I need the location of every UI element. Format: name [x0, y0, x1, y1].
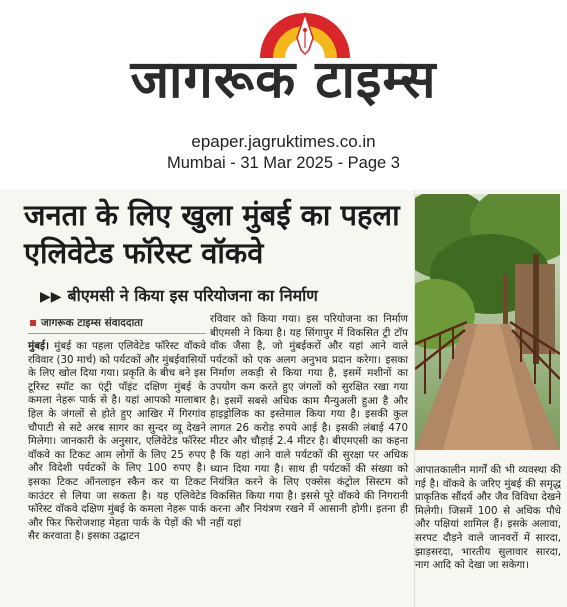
byline-marker-icon: [30, 320, 36, 326]
masthead: [0, 0, 567, 120]
article-column-3: [415, 464, 561, 573]
column-3-text: आपातकालीन मार्गों की भी व्यवस्था की गई है। वॉकवे के जरिए मुंबई की समृद्ध प्राकृतिक सौंदर्य और जैव विविधा देखने मिलेगी। जिसमें 100 से अधिक पौधे और पक्षियां शामिल हैं। इसके अलावा, सरपट दौड़ने वाले जानवरों में सारदा, झाड़सरदा, भारतीय सुलावार सारदा, नाग आदि को देखा जा सकेगा।: [415, 464, 561, 572]
news-article: [0, 190, 567, 607]
column-2-text: रविवार को किया गया। इस परियोजना का निर्माण बीएमसी ने किया है। यह सिंगापुर में विकसित ट्री टॉप वॉक जैसा है, जो मुंबईकरों और यहां आने वाले पर्यटकों को एक अलग अनुभव प्रदान करेगा। इसका निर्माण लकड़ी से किया गया है, इसमें मशीनों का उपयोग कम करते हुए जंगलों को सुरक्षित रखा गया है। इसमें सबसे अधिक काम मैन्युअली हुआ है और हाइड्रोलिक का इस्तेमाल किया गया है। इसकी कुल लागत 26 करोड़ रुपये आई है। इसकी लंबाई 470 मीटर और चौड़ाई 2.4 मीटर है। बीएमएसी का कहना है कि यहां आने वाले पर्यटकों की सुरक्षा पर अधिक ध्यान दिया गया है। साथ ही पर्यटकों की संख्या को नियंत्रित करने के लिए एक्सेस कंट्रोल सिस्टम को विकसित किया गया है। इससे पूरे वॉकवे की निगरानी करना और नियंत्रण रखने में आसानी होगी। इतना ही नहीं यहां: [210, 313, 408, 529]
byline-divider: [28, 333, 206, 334]
edition-meta: [0, 132, 567, 173]
article-headline: जनता के लिए खुला मुंबई का पहला एलिवेटेड फॉरेस्ट वॉकवे: [24, 198, 400, 270]
newspaper-logo-text: जागरूक टाइम्स: [130, 50, 437, 110]
column-1-text: मुंबई का पहला एलिवेटेड फॉरेस्ट वॉकवे रविवार (30 मार्च) को पर्यटकों और मुंबईवासियों के लिए खोल दिया गया। प्रकृति के बीच बने इस टूरिस्ट स्पॉट का एंट्री पॉइंट दक्षिण मुंबई के कमला नेहरू पार्क से है। यहां आपको मालाबार हिल के जंगलों से होते हुए आखिर में गिरगांव चौपाटी से सटे अरब सागर का सुन्दर व्यू देखने मिलेगा। जानकारी के अनुसार, एलिवेटेड फॉरेस्ट वॉकवे का टिकट आम लोगों के लिए 25 रुपए और विदेशी पर्यटकों के लिए 100 रुपए है। इसका टिकट ऑनलाइन स्कैन कर या टिकट काउंटर से लिया जा सकता है। यह एलिवेटेड फॉरेस्ट वॉकवे दक्षिण मुंबई के कमला नेहरू पार्क और फिर फिरोजशाह मेहता पार्क के पेड़ों की भी सैर करवाता है। इसका उद्घाटन: [28, 340, 207, 543]
article-subhead: [40, 285, 420, 308]
dateline: मुंबई।: [28, 340, 49, 352]
subhead-text: बीएमसी ने किया इस परियोजना का निर्माण: [67, 286, 318, 305]
double-arrow-icon: ▶▶: [40, 289, 62, 305]
article-column-1: [28, 340, 206, 544]
article-column-2: [210, 313, 408, 531]
edition-date: Mumbai - 31 Mar 2025 - Page 3: [167, 154, 400, 172]
byline: [30, 315, 210, 331]
epaper-url[interactable]: epaper.jagruktimes.co.in: [191, 132, 376, 151]
forest-walkway-photo: [415, 194, 560, 450]
byline-text: जागरूक टाइम्स संवाददाता: [41, 317, 143, 329]
